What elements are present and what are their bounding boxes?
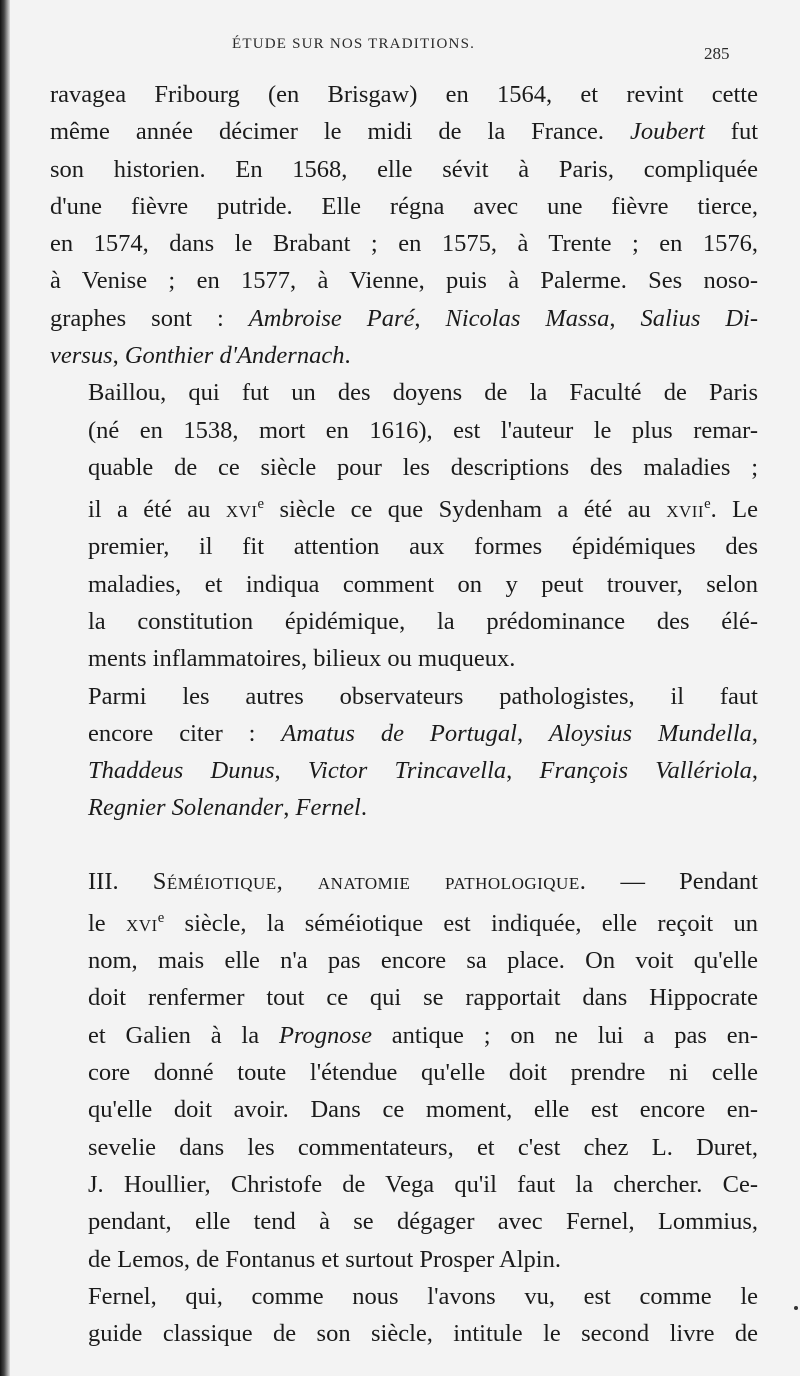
text-line: en 1574, dans le Brabant ; en 1575, à Trente ; en 1576, (50, 230, 758, 258)
text-line: de Lemos, de Fontanus et surtout Prosper Alpin. (88, 1245, 561, 1273)
paragraph-baillou (50, 374, 758, 677)
text-run: fut (704, 118, 758, 146)
paragraph-semeiotics (50, 863, 758, 1278)
century-numeral: xvii (666, 496, 705, 524)
author-name: Fernel (295, 794, 361, 822)
text-run: . (344, 342, 351, 370)
text-line (50, 789, 758, 826)
text-line: core donné toute l'étendue qu'elle doit prendre ni celle (88, 1059, 758, 1087)
body-text (50, 76, 758, 1352)
text-run: , (112, 342, 125, 370)
section-number: III. (88, 867, 153, 895)
text-line (50, 1017, 758, 1054)
page-number: 285 (704, 44, 730, 63)
text-run: — Pendant (586, 867, 758, 895)
text-run: siècle ce que Sydenham a été au (264, 496, 667, 524)
text-line: premier, il fit attention aux formes épidémiques des (88, 533, 758, 561)
author-name: Amatus de Portugal (281, 719, 517, 747)
text-line: ments inflammatoires, bilieux ou muqueux. (88, 645, 516, 673)
text-line: d'une fièvre putride. Elle régna avec une fièvre tierce, (50, 192, 758, 220)
text-run: , (283, 794, 296, 822)
superscript: e (704, 496, 711, 513)
emphasis: Prognose (278, 1021, 372, 1049)
text-line: la constitution épidémique, la prédominance des élé- (88, 607, 758, 635)
author-name: Regnier Solenander (88, 794, 284, 822)
text-run: et Galien à la (88, 1021, 279, 1049)
text-line: J. Houllier, Christofe de Vega qu'il faut la chercher. Ce- (88, 1170, 758, 1198)
text-line: sevelie dans les commentateurs, et c'est chez L. Duret, (88, 1133, 758, 1161)
page-binding-edge (0, 0, 10, 1376)
text-line: quable de ce siècle pour les descriptions des maladies ; (88, 453, 758, 481)
section-title: Séméiotique, anatomie pathologique. (152, 867, 587, 895)
text-line (50, 300, 758, 337)
text-line (50, 715, 758, 752)
superscript: e (157, 910, 165, 927)
text-run: le (88, 909, 126, 937)
author-name: Aloysius Mundella (549, 719, 752, 747)
text-line: Fernel, qui, comme nous l'avons vu, est comme le (88, 1282, 758, 1310)
text-line: guide classique de son siècle, intitule le second livre de (88, 1320, 758, 1348)
text-run: antique ; on ne lui a pas en- (371, 1021, 758, 1049)
century-numeral: xvi (225, 496, 258, 524)
text-run: . Le (710, 496, 758, 524)
book-page (10, 0, 800, 1376)
superscript: e (257, 496, 265, 513)
text-line: nom, mais elle n'a pas encore sa place. On voit qu'elle (88, 947, 758, 975)
text-run: même année décimer le midi de la France. (50, 118, 630, 146)
text-run: , (414, 304, 446, 332)
text-run: siècle, la séméiotique est indiquée, elle reçoit un (164, 909, 758, 937)
text-line: (né en 1538, mort en 1616), est l'auteur le plus remar- (88, 416, 758, 444)
section-heading-line (50, 863, 758, 900)
paragraph-observers (50, 678, 758, 827)
paragraph-plague-history (50, 76, 758, 374)
author-name: Nicolas Massa (445, 304, 610, 332)
text-line (50, 752, 758, 789)
text-run: , (506, 757, 540, 785)
ink-speck (794, 1306, 798, 1310)
text-line: maladies, et indiqua comment on y peut trouver, selon (88, 570, 758, 598)
author-name: Gonthier d'Andernach (124, 342, 345, 370)
text-line (50, 113, 758, 150)
running-head: ÉTUDE SUR NOS TRADITIONS. (232, 36, 476, 52)
text-line: ravagea Fribourg (en Brisgaw) en 1564, et revint cette (50, 81, 758, 108)
text-line: Parmi les autres observateurs pathologistes, il faut (88, 682, 758, 710)
text-line: doit renfermer tout ce qui se rapportait dans Hippocrate (88, 984, 758, 1012)
author-name: Thaddeus Dunus (88, 757, 275, 785)
text-line: Baillou, qui fut un des doyens de la Faculté de Paris (88, 379, 758, 407)
text-run: graphes sont : (50, 304, 249, 332)
paragraph-fernel (50, 1278, 758, 1353)
text-line: qu'elle doit avoir. Dans ce moment, elle est encore en- (88, 1096, 758, 1124)
text-line (50, 486, 758, 528)
author-name: versus (50, 342, 113, 370)
text-line (50, 337, 758, 374)
text-run: , (516, 719, 550, 747)
text-run: , (274, 757, 308, 785)
text-run: , (751, 719, 759, 747)
text-line: pendant, elle tend à se dégager avec Fernel, Lommius, (88, 1208, 758, 1236)
text-run: encore citer : (88, 719, 282, 747)
text-run: , (609, 304, 641, 332)
page-header (10, 34, 800, 70)
text-run: , (751, 757, 759, 785)
author-name: François Vallériola (539, 757, 752, 785)
author-name: Joubert (629, 118, 705, 146)
author-name: Victor Trincavella (307, 757, 507, 785)
author-name: Ambroise Paré (248, 304, 415, 332)
author-name: Salius Di- (640, 304, 758, 332)
text-run: . (360, 794, 367, 822)
text-line: à Venise ; en 1577, à Vienne, puis à Palerme. Ses noso- (50, 267, 758, 295)
text-line: son historien. En 1568, elle sévit à Paris, compliquée (50, 155, 758, 183)
century-numeral: xvi (126, 909, 158, 937)
text-run: il a été au (88, 496, 226, 524)
text-line (50, 900, 758, 942)
